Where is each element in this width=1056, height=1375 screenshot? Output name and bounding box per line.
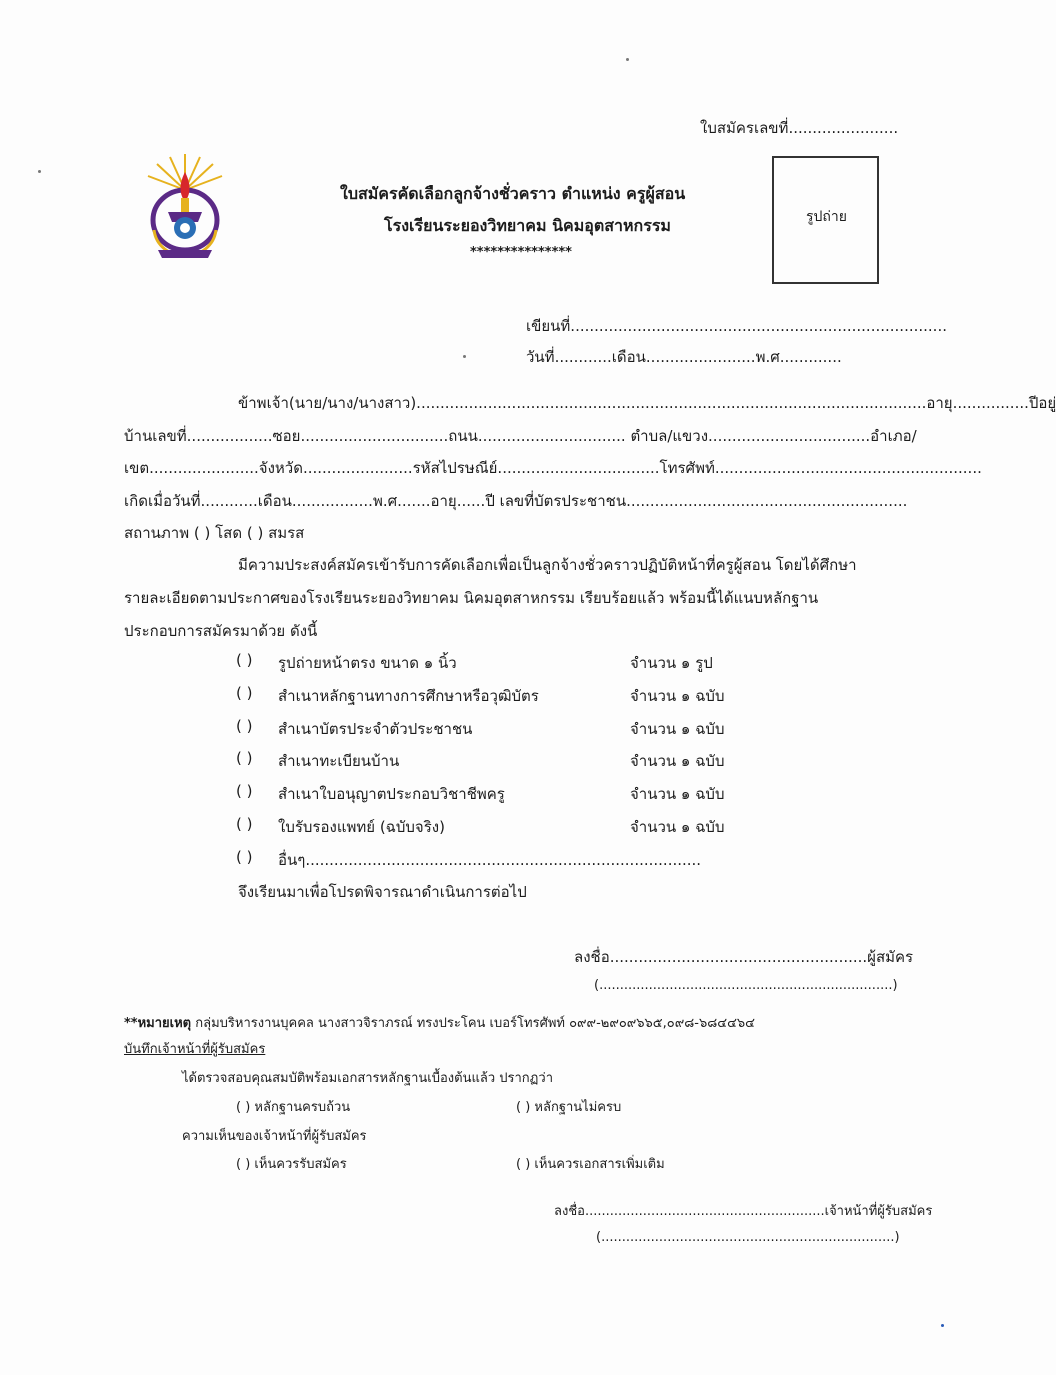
doc-qty: จำนวน ๑ ฉบับ (630, 752, 725, 770)
title-stars: *************** (470, 245, 572, 260)
district-phone-line: เขต.......................จังหวัด.......................รหัสไปรษณีย์..................................โทรศัพท์........................................................ (124, 459, 982, 477)
doc-qty: จำนวน ๑ ฉบับ (630, 785, 725, 803)
school-name: โรงเรียนระยองวิทยาคม นิคมอุตสาหกรรม (384, 216, 671, 235)
form-title: ใบสมัครคัดเลือกลูกจ้างชั่วคราว ตำแหน่ง ครูผู้สอน (340, 184, 686, 203)
doc-label: รูปถ่ายหน้าตรง ขนาด ๑ นิ้ว (278, 654, 457, 672)
doc-check: ( ) (236, 749, 253, 767)
school-logo (140, 150, 230, 275)
intent-line-1: มีความประสงค์สมัครเข้ารับการคัดเลือกเพื่อเป็นลูกจ้างชั่วคราวปฏิบัติหน้าที่ครูผู้สอน โดยได้ศึกษา (238, 556, 857, 574)
application-number: ใบสมัครเลขที่....................... (700, 119, 899, 137)
doc-check: ( ) (236, 848, 253, 866)
address-line: บ้านเลขที่..................ซอย...............................ถนน............................... ตำบล/แขวง..................................อำเภอ/ (124, 427, 917, 445)
doc-label: สำเนาทะเบียนบ้าน (278, 752, 400, 770)
doc-check: ( ) (236, 684, 253, 702)
closing-line: จึงเรียนมาเพื่อโปรดพิจารณาดำเนินการต่อไป (238, 883, 527, 901)
date-field: วันที่............เดือน.......................พ.ศ............. (526, 348, 842, 366)
intent-line-2: รายละเอียดตามประกาศของโรงเรียนระยองวิทยาคม นิคมอุตสาหกรรม เรียบร้อยแล้ว พร้อมนี้ได้แนบหลักฐาน (124, 589, 819, 607)
scan-speck (626, 58, 629, 61)
option-more-documents: ( ) เห็นควรเอกสารเพิ่มเติม (516, 1157, 665, 1172)
note-label: **หมายเหตุ (124, 1016, 192, 1031)
option-incomplete: ( ) หลักฐานไม่ครบ (516, 1100, 622, 1115)
scan-speck (463, 355, 466, 358)
note-text: กลุ่มบริหารงานบุคคล นางสาวจิราภรณ์ ทรงประโคน เบอร์โทรศัพท์ ๐๙๙-๒๙๐๙๖๖๕,๐๙๘-๖๘๔๔๖๔ (195, 1016, 756, 1031)
doc-check: ( ) (236, 651, 253, 669)
officer-heading: บันทึกเจ้าหน้าที่ผู้รับสมัคร (124, 1042, 266, 1057)
doc-check: ( ) (236, 717, 253, 735)
doc-qty: จำนวน ๑ รูป (630, 654, 713, 672)
option-accept: ( ) เห็นควรรับสมัคร (236, 1157, 347, 1172)
written-at-field: เขียนที่............................................................................... (526, 317, 947, 335)
doc-label: ใบรับรองแพทย์ (ฉบับจริง) (278, 818, 445, 836)
doc-other-label: อื่นๆ................................................................................... (278, 851, 702, 869)
doc-check: ( ) (236, 815, 253, 833)
birth-id-line: เกิดเมื่อวันที่............เดือน.................พ.ศ.......อายุ......ปี เลขที่บัตรประชาชน........................................................... (124, 492, 908, 510)
doc-qty: จำนวน ๑ ฉบับ (630, 720, 725, 738)
doc-qty: จำนวน ๑ ฉบับ (630, 818, 725, 836)
scan-speck (941, 1324, 944, 1327)
photo-label: รูปถ่าย (806, 209, 847, 225)
officer-printed-name: (.......................................................................) (596, 1230, 900, 1245)
note-line (124, 1012, 755, 1033)
doc-label: สำเนาใบอนุญาตประกอบวิชาชีพครู (278, 785, 505, 803)
intent-line-3: ประกอบการสมัครมาด้วย ดังนี้ (124, 622, 318, 640)
officer-checked-line: ได้ตรวจสอบคุณสมบัติพร้อมเอกสารหลักฐานเบื้องต้นแล้ว ปรากฏว่า (182, 1071, 553, 1086)
officer-opinion-label: ความเห็นของเจ้าหน้าที่ผู้รับสมัคร (182, 1129, 367, 1144)
officer-signature: ลงชื่อ..........................................................เจ้าหน้าที่ผู้รับสมัคร (554, 1204, 933, 1219)
doc-check: ( ) (236, 782, 253, 800)
applicant-signature: ลงชื่อ......................................................ผู้สมัคร (574, 948, 914, 966)
photo-box (772, 156, 879, 284)
scan-speck (38, 170, 41, 173)
option-complete: ( ) หลักฐานครบถ้วน (236, 1100, 351, 1115)
doc-label: สำเนาบัตรประจำตัวประชาชน (278, 720, 473, 738)
doc-qty: จำนวน ๑ ฉบับ (630, 687, 725, 705)
applicant-name-line: ข้าพเจ้า(นาย/นาง/นางสาว)...........................................................................................................อายุ................ปีอยู่ (238, 394, 1056, 412)
applicant-printed-name: (.......................................................................) (594, 978, 898, 993)
doc-label: สำเนาหลักฐานทางการศึกษาหรือวุฒิบัตร (278, 687, 539, 705)
marital-status-line: สถานภาพ ( ) โสด ( ) สมรส (124, 524, 305, 542)
